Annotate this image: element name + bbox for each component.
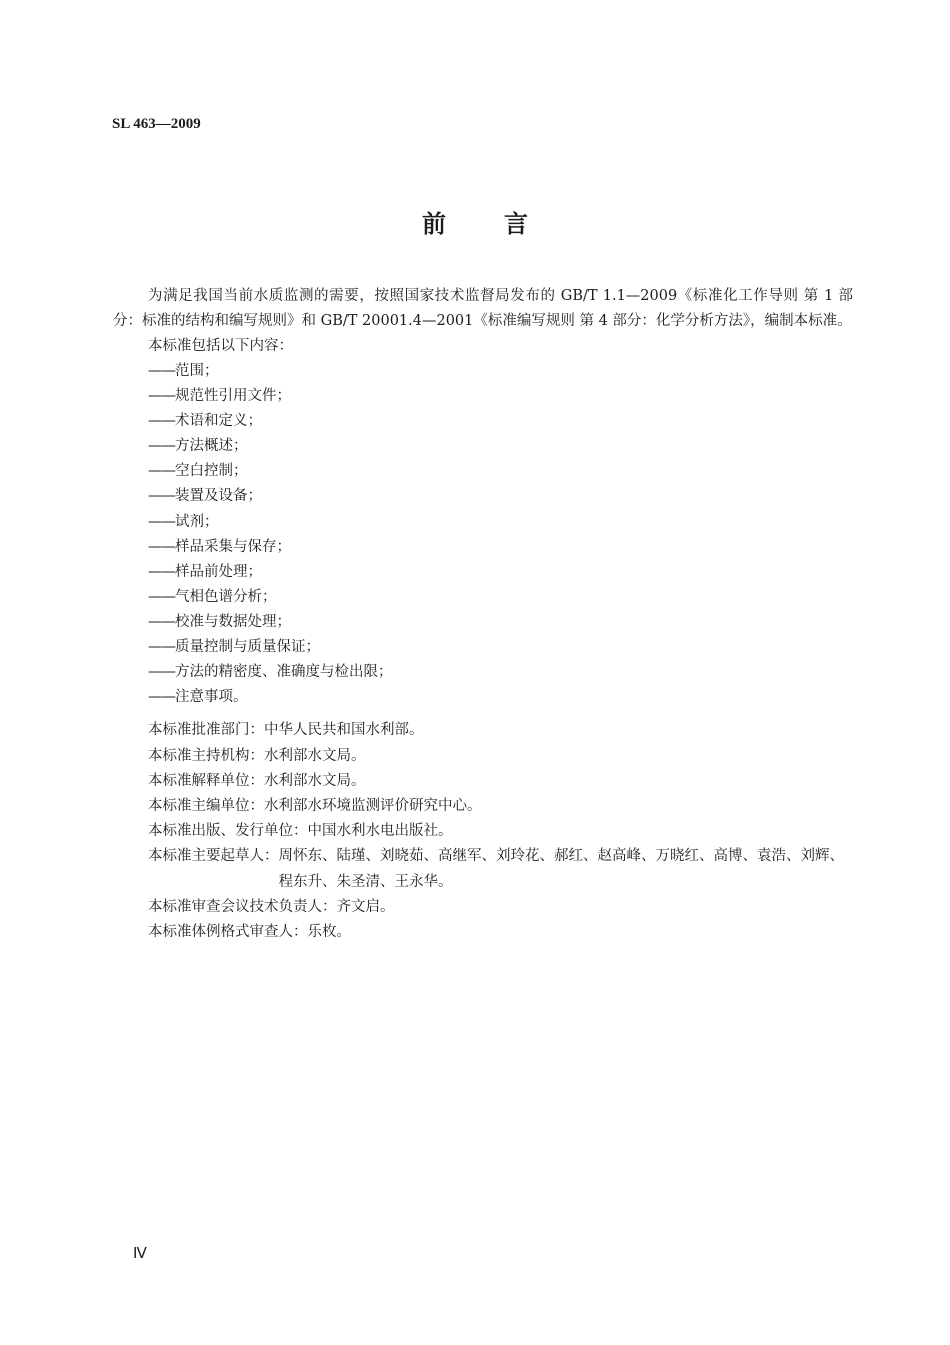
- standard-info: [113, 718, 853, 945]
- list-item: ——装置及设备；: [148, 488, 262, 505]
- list-item: ——规范性引用文件；: [148, 388, 291, 405]
- interpretation-unit: 本标准解释单位：水利部水文局。: [148, 772, 366, 789]
- list-item: ——质量控制与质量保证；: [148, 639, 320, 656]
- drafters-label: 本标准主要起草人：: [148, 848, 279, 865]
- list-dash: ——: [148, 413, 175, 430]
- list-dash: ——: [148, 639, 175, 656]
- list-dash: ——: [148, 388, 175, 405]
- host-organization: 本标准主持机构：水利部水文局。: [148, 747, 366, 764]
- format-reviewer: 本标准体例格式审查人：乐枚。: [148, 923, 351, 940]
- intro-paragraph: 为满足我国当前水质监测的需要，按照国家技术监督局发布的 GB/T 1.1—2009《标准化工作导则 第 1 部分：标准的结构和编写规则》和 GB/T 20001.4—2001《标准编写规则 第 4 部分：化学分析方法》，编制本标准。: [113, 288, 853, 329]
- contents-intro: 本标准包括以下内容：: [148, 338, 293, 354]
- publisher: 本标准出版、发行单位：中国水利水电出版社。: [148, 823, 453, 840]
- standard-code: SL 463—2009: [112, 116, 201, 132]
- list-item: ——校准与数据处理；: [148, 613, 291, 630]
- page-title: 前言: [422, 209, 586, 238]
- document-body: [113, 284, 853, 945]
- list-dash: ——: [148, 613, 175, 630]
- chief-editor-unit: 本标准主编单位：水利部水环境监测评价研究中心。: [148, 797, 482, 814]
- list-item: ——注意事项。: [148, 689, 248, 706]
- list-dash: ——: [148, 363, 175, 379]
- list-item: ——样品前处理；: [148, 563, 262, 580]
- list-dash: ——: [148, 563, 175, 580]
- list-dash: ——: [148, 588, 175, 605]
- drafters-names: 周怀东、陆瑾、刘晓茹、高继军、刘玲花、郝红、赵高峰、万晓红、高博、袁浩、刘辉、程东升、朱圣清、王永华。: [278, 848, 844, 890]
- review-technical-lead: 本标准审查会议技术负责人：齐文启。: [148, 898, 395, 915]
- list-item: ——气相色谱分析；: [148, 588, 277, 605]
- list-dash: ——: [148, 513, 175, 530]
- list-item: ——方法概述；: [148, 438, 248, 455]
- drafters: [148, 844, 853, 894]
- list-item: ——空白控制；: [148, 463, 248, 480]
- approval-department: 本标准批准部门：中华人民共和国水利部。: [148, 722, 424, 739]
- list-dash: ——: [148, 538, 175, 555]
- list-item: ——试剂；: [148, 513, 219, 530]
- list-item: ——方法的精密度、准确度与检出限；: [148, 664, 393, 681]
- page-number: Ⅳ: [133, 1246, 147, 1262]
- list-dash: ——: [148, 438, 175, 455]
- list-dash: ——: [148, 463, 175, 480]
- list-dash: ——: [148, 689, 175, 706]
- list-dash: ——: [148, 488, 175, 505]
- list-item: ——术语和定义；: [148, 413, 262, 430]
- list-item: ——样品采集与保存；: [148, 538, 291, 555]
- list-dash: ——: [148, 664, 175, 681]
- contents-list: [113, 359, 853, 710]
- list-item: ——范围；: [148, 363, 219, 379]
